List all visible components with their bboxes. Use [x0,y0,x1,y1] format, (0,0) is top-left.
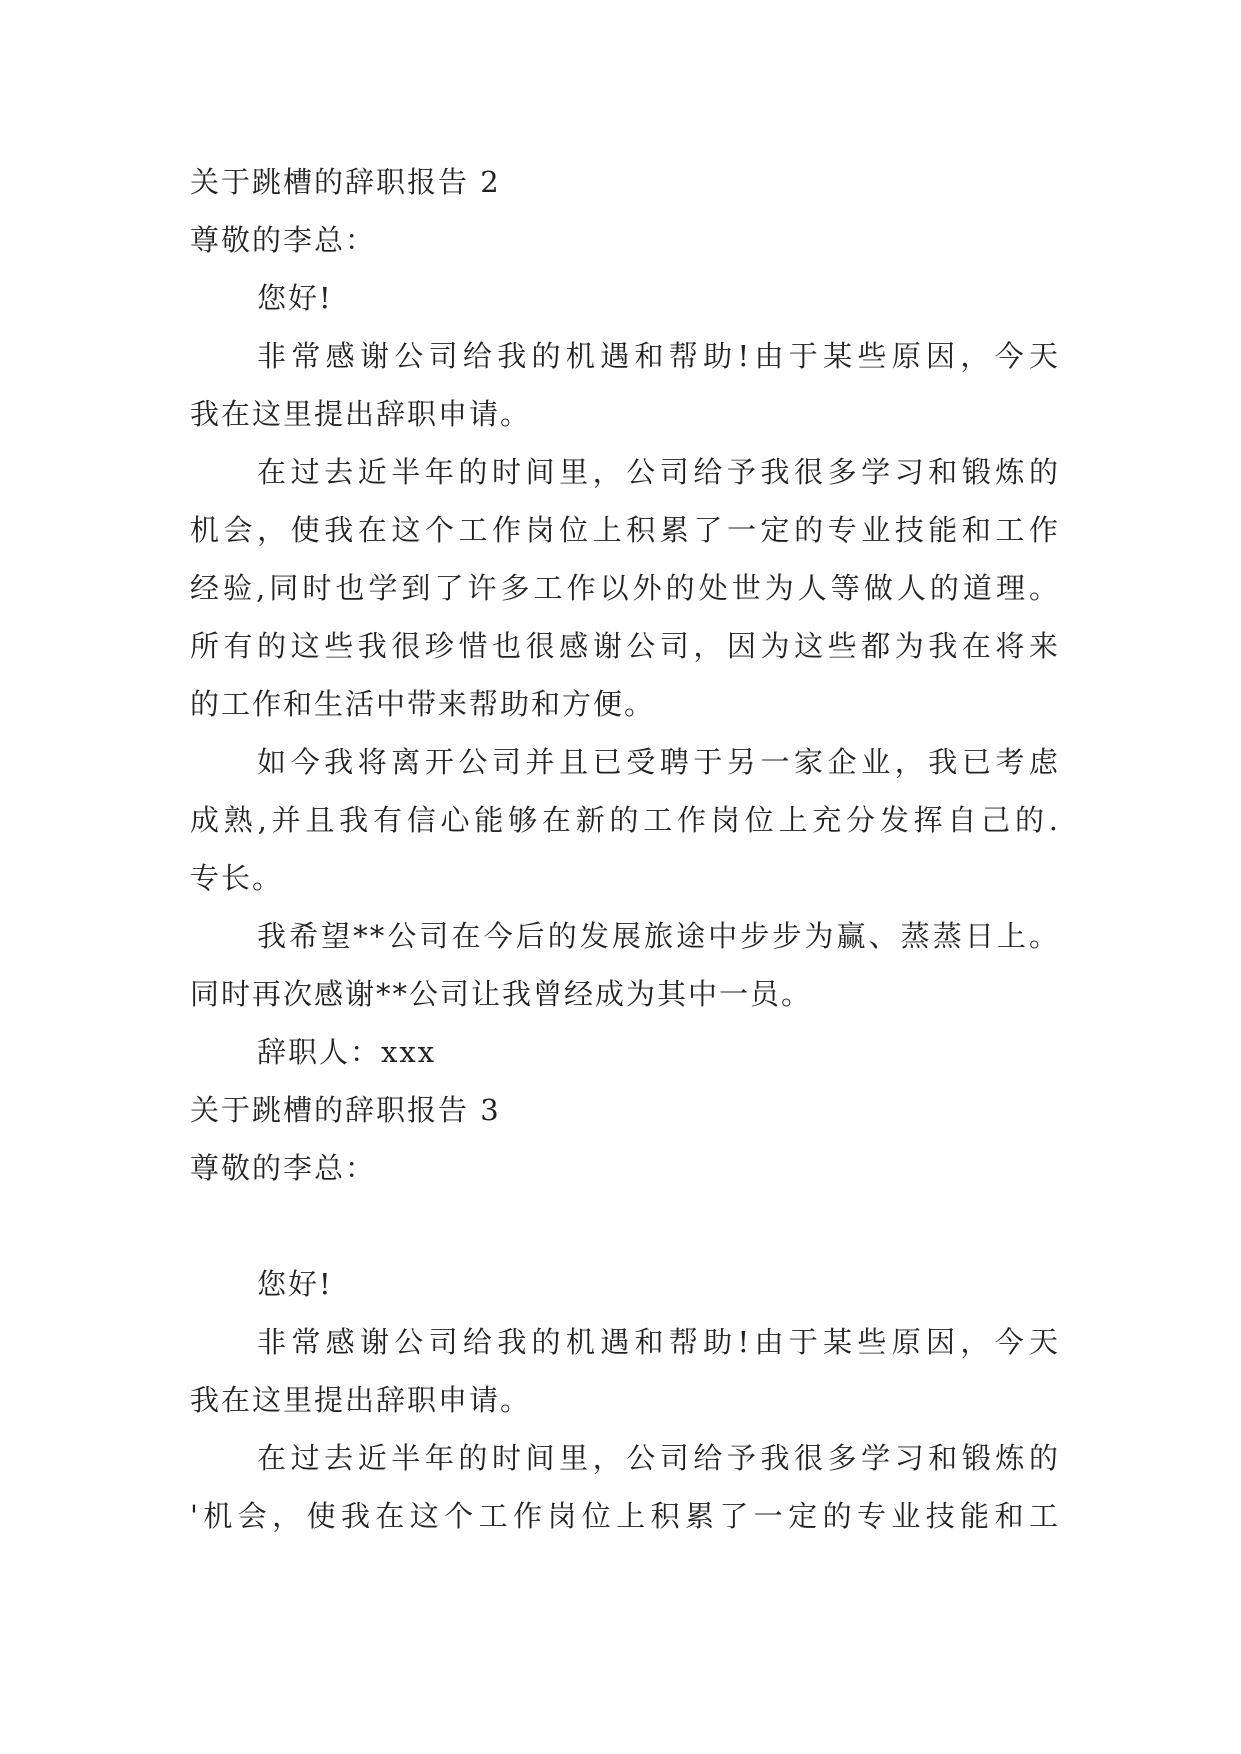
greeting: 您好! [257,281,333,315]
signature: 辞职人：xxx [257,1035,437,1069]
paragraph-line: 机会，使我在这个工作岗位上积累了一定的专业技能和工作 [190,513,1060,547]
paragraph-line: 非常感谢公司给我的机遇和帮助!由于某些原因，今天 [257,339,1060,373]
paragraph-line: 在过去近半年的时间里，公司给予我很多学习和锻炼的 [257,1441,1060,1475]
paragraph-line: 在过去近半年的时间里，公司给予我很多学习和锻炼的 [257,455,1060,489]
salutation: 尊敬的李总： [190,1151,377,1185]
paragraph-line: 经验,同时也学到了许多工作以外的处世为人等做人的道理。 [190,571,1060,605]
salutation: 尊敬的李总： [190,223,377,257]
paragraph-line: 同时再次感谢**公司让我曾经成为其中一员。 [190,977,813,1011]
paragraph-line: 如今我将离开公司并且已受聘于另一家企业，我已考虑 [257,745,1060,779]
paragraph-line: '机会，使我在这个工作岗位上积累了一定的专业技能和工 [190,1499,1060,1533]
greeting: 您好! [257,1267,333,1301]
paragraph-line: 所有的这些我很珍惜也很感谢公司，因为这些都为我在将来 [190,629,1060,663]
paragraph-line: 专长。 [190,861,284,895]
paragraph-line: 非常感谢公司给我的机遇和帮助!由于某些原因，今天 [257,1325,1060,1359]
paragraph-line: 成熟,并且我有信心能够在新的工作岗位上充分发挥自己的. [190,803,1060,837]
section-title: 关于跳槽的辞职报告 2 [190,165,501,199]
section-title: 关于跳槽的辞职报告 3 [190,1093,501,1127]
paragraph-line: 我希望**公司在今后的发展旅途中步步为赢、蒸蒸日上。 [257,919,1060,953]
paragraph-line: 我在这里提出辞职申请。 [190,397,532,431]
paragraph-line: 我在这里提出辞职申请。 [190,1383,532,1417]
paragraph-line: 的工作和生活中带来帮助和方便。 [190,687,656,721]
